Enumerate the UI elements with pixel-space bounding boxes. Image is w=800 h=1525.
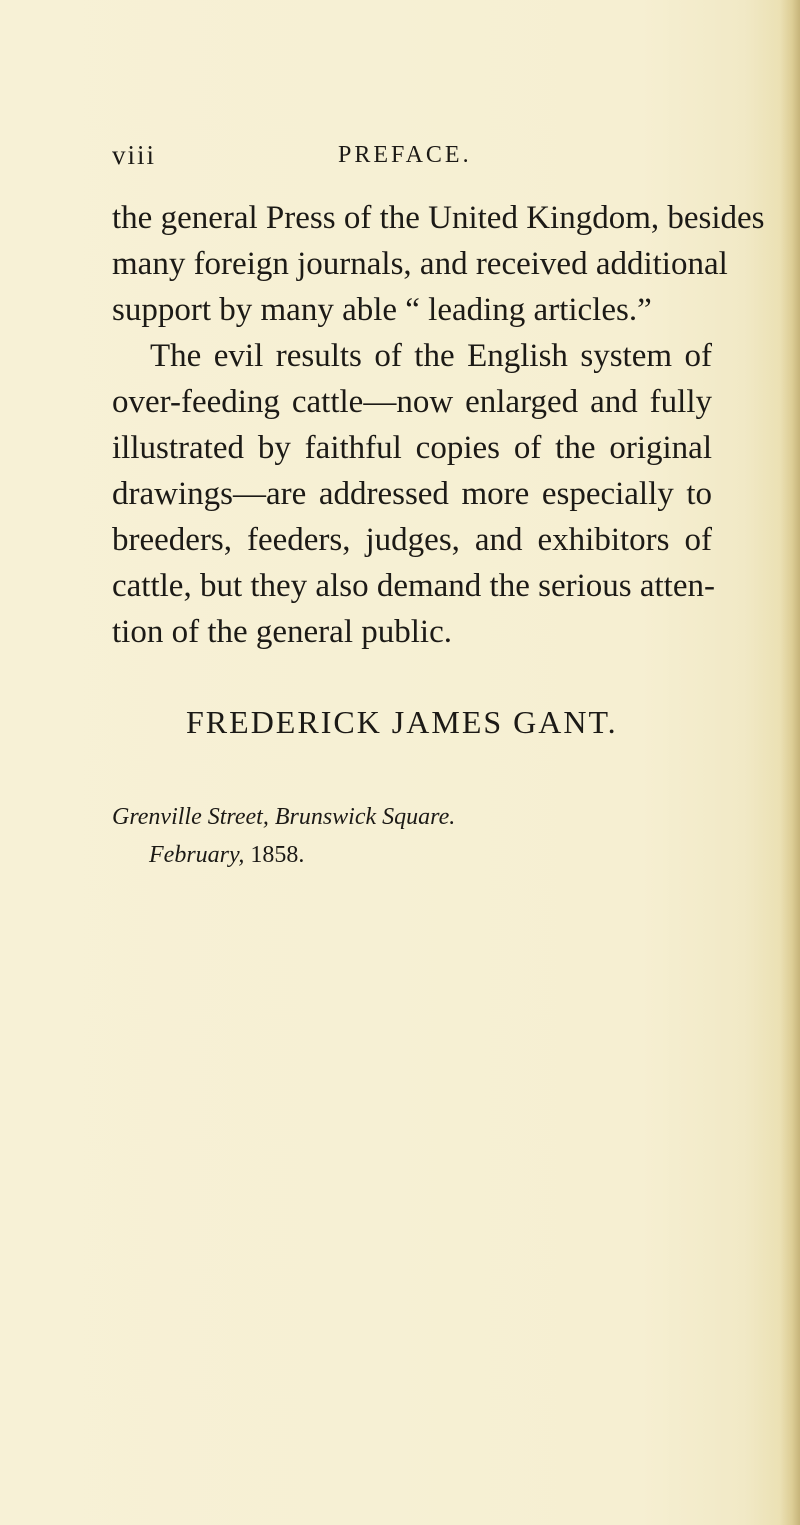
text-line-2: many foreign journals, and received additional bbox=[112, 246, 728, 282]
date-year: 1858. bbox=[250, 842, 305, 868]
text-line-9: cattle, but they also demand the serious atten- bbox=[112, 568, 715, 604]
running-head bbox=[112, 140, 712, 180]
preface-date bbox=[149, 842, 304, 869]
text-line-10: tion of the general public. bbox=[112, 614, 452, 650]
running-head-title: PREFACE. bbox=[338, 142, 472, 168]
text-line-4: The evil results of the English system of bbox=[150, 338, 712, 374]
text-line-8: breeders, feeders, judges, and exhibitors of bbox=[112, 522, 712, 558]
date-month: February, bbox=[149, 842, 245, 868]
page-number: viii bbox=[112, 140, 157, 170]
text-line-5: over-feeding cattle—now enlarged and fully bbox=[112, 384, 712, 420]
author-signature: FREDERICK JAMES GANT. bbox=[186, 704, 618, 740]
text-line-6: illustrated by faithful copies of the original bbox=[112, 430, 712, 466]
body-text bbox=[112, 195, 765, 655]
text-line-3: support by many able “ leading articles.” bbox=[112, 292, 652, 328]
text-line-7: drawings—are addressed more especially to bbox=[112, 476, 712, 512]
author-address: Grenville Street, Brunswick Square. bbox=[112, 804, 456, 830]
page-edge-shadow bbox=[780, 0, 800, 1525]
text-line-1: the general Press of the United Kingdom, besides bbox=[112, 200, 765, 236]
